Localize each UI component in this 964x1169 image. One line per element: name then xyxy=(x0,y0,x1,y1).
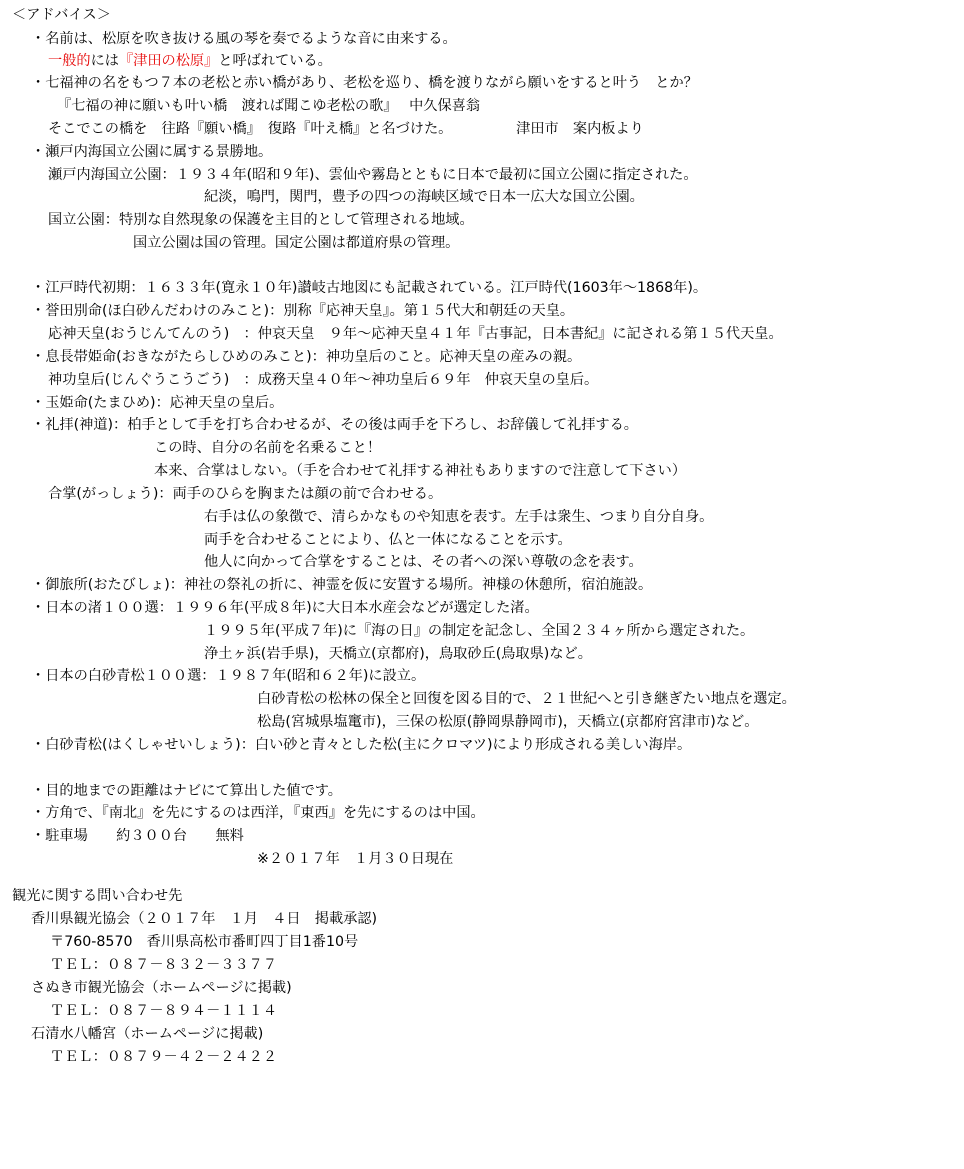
hakusa-100-purpose: 白砂青松の松林の保全と回復を図る目的で、２１世紀へと引き継ぎたい地点を選定。 xyxy=(257,691,796,707)
nagisa-examples: 浄土ヶ浜(岩手県)，天橋立(京都府)，鳥取砂丘(鳥取県)など。 xyxy=(204,646,592,662)
gassho-unity: 両手を合わせることにより、仏と一体になることを示す。 xyxy=(204,532,572,548)
as-of-date: ※２０１７年 １月３０日現在 xyxy=(257,851,454,867)
nagisa-text: ・日本の渚１００選：１９９６年(平成８年)に大日本水産会などが選定した渚。 xyxy=(31,600,539,616)
setonaikai-park-detail: 紀淡，鳴門，関門，豊予の四つの海峡区域で日本一広大な国立公園。 xyxy=(204,189,644,205)
shichifuku-text: ・七福神の名をもつ７本の老松と赤い橋があり、老松を巡り、橋を渡りながら願いをすると叶う とか？ xyxy=(31,75,698,91)
reihai-name-note: この時、自分の名前を名乗ること！ xyxy=(154,440,382,456)
common-name-line xyxy=(48,52,332,70)
hakusa-100-text: ・日本の白砂青松１００選：１９８７年(昭和６２年)に設立。 xyxy=(31,668,426,684)
gassho-respect: 他人に向かって合掌をすることは、その者への深い尊敬の念を表す。 xyxy=(204,554,643,570)
tamahime-text: ・玉姫命(たまひめ)：応神天皇の皇后。 xyxy=(31,395,284,411)
gassho-right-left: 右手は仏の象徴で、清らかなものや知恵を表す。左手は衆生、つまり自分自身。 xyxy=(204,509,714,525)
okinaga-text: ・息長帯姫命(おきながたらしひめのみこと)：神功皇后のこと。応神天皇の産みの親。 xyxy=(31,349,582,365)
sanuki-tel: ＴＥＬ：０８７－８９４－１１１４ xyxy=(50,1003,278,1019)
kagawa-tel: ＴＥＬ：０８７－８３２－３３７７ xyxy=(50,957,278,973)
setonaikai-park-text: 瀬戸内海国立公園：１９３４年(昭和９年)、雲仙や霧島とともに日本で最初に国立公園に指定された。 xyxy=(48,167,698,183)
kokuritsu-koen-detail: 国立公園は国の管理。国定公園は都道府県の管理。 xyxy=(133,235,460,251)
navi-note: ・目的地までの距離はナビにて算出した値です。 xyxy=(31,783,342,799)
common-name-highlight: 『津田の松原』 xyxy=(118,53,219,69)
sanuki-association: さぬき市観光協会（ホームページに掲載) xyxy=(31,980,292,996)
reihai-text: ・礼拝(神道)：柏手として手を打ち合わせるが、その後は両手を下ろし、お辞儀して礼拝する。 xyxy=(31,417,638,433)
otabisho-text: ・御旅所(おたびしょ)：神社の祭礼の折に、神霊を仮に安置する場所。神様の休憩所，宿泊施設。 xyxy=(31,577,653,593)
jingu-text: 神功皇后(じんぐうこうごう) ：成務天皇４０年～神功皇后６９年 仲哀天皇の皇后。 xyxy=(48,372,599,388)
reihai-gassho-note: 本来、合掌はしない。（手を合わせて礼拝する神社もありますので注意して下さい） xyxy=(154,463,687,479)
common-name-prefix: 一般的 xyxy=(48,53,91,69)
shichifuku-poem: 『七福の神に願いも叶い橋 渡れば聞こゆ老松の歌』 中久保喜翁 xyxy=(57,98,481,114)
advice-heading: ＜アドバイス＞ xyxy=(12,7,111,23)
shichifuku-bridge-names: そこでこの橋を 往路『願い橋』 復路『叶え橋』と名づけた。 津田市 案内板より xyxy=(48,121,644,137)
national-park-text: ・瀬戸内海国立公園に属する景勝地。 xyxy=(31,144,273,160)
name-origin-text: ・名前は、松原を吹き抜ける風の琴を奏でるような音に由来する。 xyxy=(31,31,457,47)
kagawa-address: 〒760-8570 香川県高松市番町四丁目1番10号 xyxy=(50,934,359,950)
contacts-heading: 観光に関する問い合わせ先 xyxy=(12,888,183,904)
nagisa-selection: １９９５年(平成７年)に『海の日』の制定を記念し、全国２３４ヶ所から選定された。 xyxy=(204,623,755,639)
kagawa-association: 香川県観光協会（２０１７年 １月 ４日 掲載承認) xyxy=(31,911,378,927)
common-name-suffix: と呼ばれている。 xyxy=(218,53,332,69)
homuda-text: ・誉田別命(ほ白砂んだわけのみこと)：別称『応神天皇』。第１５代大和朝廷の天皇。 xyxy=(31,303,575,319)
parking-info: ・駐車場 約３００台 無料 xyxy=(31,828,244,844)
common-name-middle: には xyxy=(90,53,119,69)
iwashimizu-tel: ＴＥＬ：０８７９－４２－２４２２ xyxy=(50,1049,278,1065)
edo-text: ・江戸時代初期：１６３３年(寛永１０年)讃岐古地図にも記載されている。江戸時代(1603年～1868年)。 xyxy=(31,280,708,296)
gassho-text: 合掌(がっしょう)：両手のひらを胸または顔の前で合わせる。 xyxy=(48,486,443,502)
hakusa-definition: ・白砂青松(はくしゃせいしょう)：白い砂と青々とした松(主にクロマツ)により形成される美しい海岸。 xyxy=(31,737,692,753)
iwashimizu-shrine: 石清水八幡宮（ホームページに掲載) xyxy=(31,1026,264,1042)
ojin-text: 応神天皇(おうじんてんのう) ：仲哀天皇 ９年～応神天皇４１年『古事記，日本書紀』に記される第１５代天皇。 xyxy=(48,326,783,342)
direction-note: ・方角で、『南北』を先にするのは西洋，『東西』を先にするのは中国。 xyxy=(31,805,485,821)
hakusa-100-examples: 松島(宮城県塩竃市)，三保の松原(静岡県静岡市)，天橋立(京都府宮津市)など。 xyxy=(257,714,759,730)
kokuritsu-koen-text: 国立公園：特別な自然現象の保護を主目的として管理される地域。 xyxy=(48,212,474,228)
